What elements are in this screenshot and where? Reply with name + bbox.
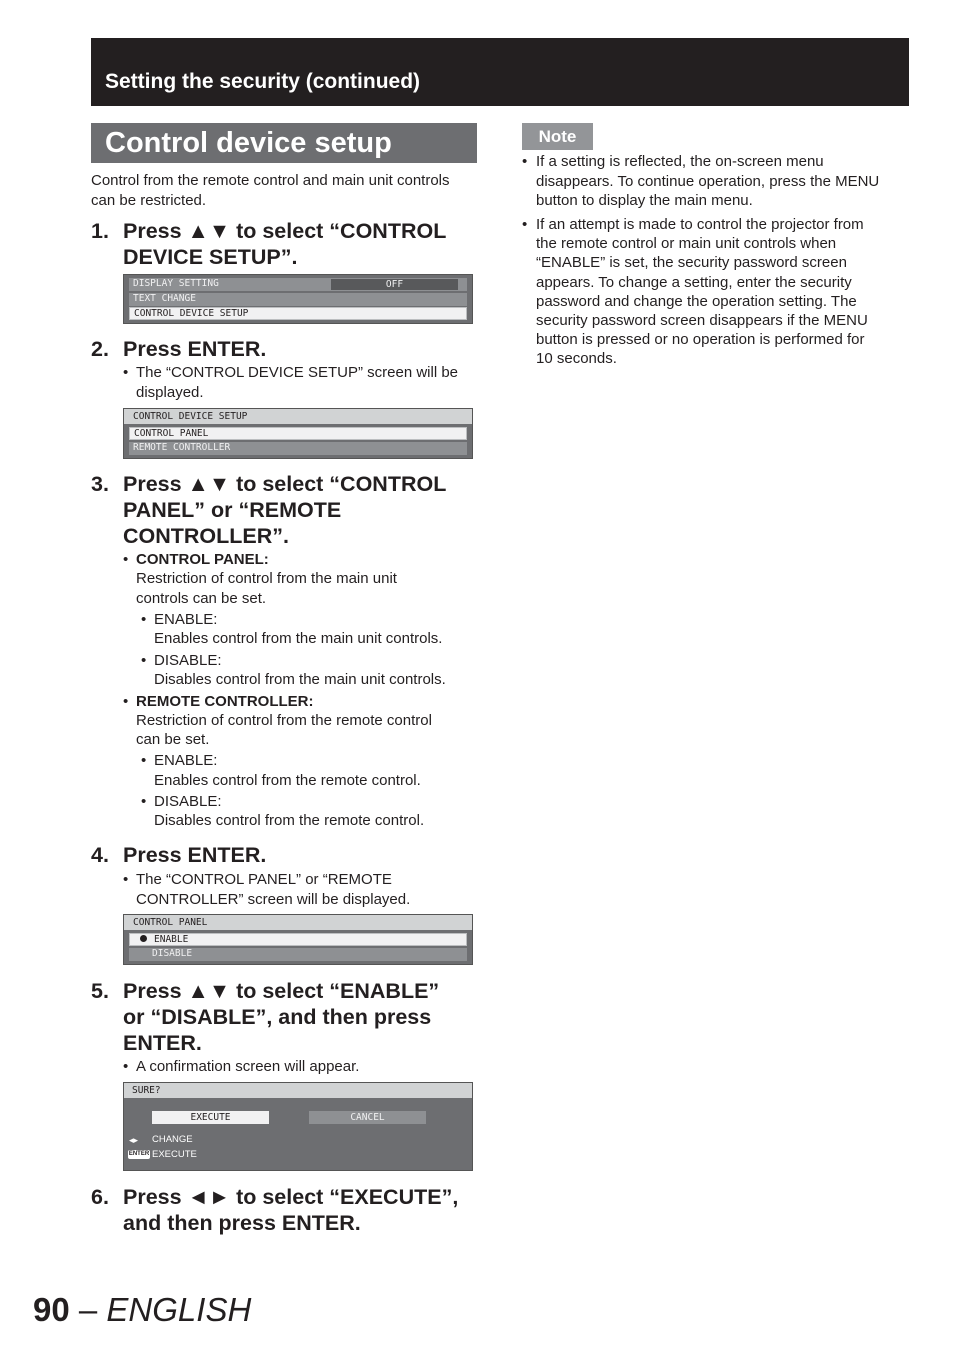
step-number: 2. [91, 337, 109, 361]
control-panel-enable-desc: Enables control from the main unit controls. [154, 630, 443, 647]
cancel-button: CANCEL [309, 1111, 426, 1124]
header-title: Setting the security (continued) [105, 70, 421, 93]
control-panel-disable [141, 651, 481, 671]
osd-row-disable: DISABLE [129, 948, 467, 961]
bullet-text: CONTROLLER” screen will be displayed. [136, 891, 411, 908]
step-text-line: DEVICE SETUP”. [123, 245, 298, 269]
step-text-line: Press ▲▼ to select “CONTROL [123, 219, 447, 243]
note-badge: Note [522, 123, 593, 150]
bullet-dot: • [141, 611, 147, 628]
remote-controller-disable [141, 792, 481, 812]
note-item-1 [522, 152, 912, 212]
osd-menu-control-panel [123, 914, 473, 965]
note-line: appears. To change a setting, enter the security [536, 274, 852, 291]
step-text-line: or “DISABLE”, and then press [123, 1005, 432, 1029]
section-title: Control device setup [105, 127, 392, 159]
step-1 [91, 218, 481, 272]
step-6 [91, 1184, 481, 1238]
note-line: If an attempt is made to control the projector from [536, 216, 864, 233]
control-panel-desc: Restriction of control from the main unit [136, 570, 397, 587]
step-text-line: ENTER. [123, 1031, 202, 1055]
bullet-text: A confirmation screen will appear. [136, 1058, 360, 1075]
osd-value-off: OFF [331, 279, 458, 290]
step-number: 6. [91, 1185, 109, 1209]
osd-row-label: DISPLAY SETTING [133, 278, 219, 289]
step-2-bullet [123, 363, 483, 403]
footer-separator: – [69, 1291, 107, 1328]
step-text-line: Press ◄► to select “EXECUTE”, [123, 1185, 459, 1209]
osd-row-control-device-setup: CONTROL DEVICE SETUP [129, 307, 467, 320]
bullet-label: REMOTE CONTROLLER: [136, 693, 314, 710]
note-line: 10 seconds. [536, 350, 617, 367]
osd-row-display-setting [129, 278, 467, 291]
step-5 [91, 978, 481, 1058]
bullet-label: ENABLE: [154, 611, 218, 628]
bullet-label: DISABLE: [154, 793, 222, 810]
bullet-dot: • [522, 153, 528, 170]
bullet-dot: • [141, 652, 147, 669]
osd-row-text-change: TEXT CHANGE [129, 293, 467, 306]
step-number: 4. [91, 843, 109, 867]
control-panel-enable [141, 610, 481, 630]
step-text-line: Press ENTER. [123, 843, 267, 867]
bullet-dot: • [141, 793, 147, 810]
step-number: 1. [91, 219, 109, 243]
bullet-dot: • [123, 693, 129, 710]
note-item-2 [522, 215, 912, 375]
step-text-line: Press ENTER. [123, 337, 267, 361]
step-text-line: Press ▲▼ to select “ENABLE” [123, 979, 440, 1003]
note-line: disappears. To continue operation, press the MENU [536, 173, 880, 190]
osd-menu-security [123, 274, 473, 324]
note-line: password and change the operation setting. The [536, 293, 857, 310]
remote-controller-enable [141, 751, 481, 771]
bullet-label: DISABLE: [154, 652, 222, 669]
step-3 [91, 471, 481, 551]
osd-row-remote-controller: REMOTE CONTROLLER [129, 442, 467, 455]
remote-controller-desc: Restriction of control from the remote control [136, 712, 432, 729]
bullet-dot: • [123, 551, 129, 568]
execute-label: EXECUTE [152, 1149, 197, 1160]
step-5-bullet [123, 1057, 483, 1077]
note-line: button is pressed or no operation is performed for [536, 331, 865, 348]
step-2 [91, 336, 481, 364]
bullet-dot: • [123, 1058, 129, 1075]
note-line: If a setting is reflected, the on-screen menu [536, 153, 824, 170]
note-line: security password screen disappears if the MENU [536, 312, 868, 329]
footer-language: ENGLISH [106, 1291, 252, 1328]
control-panel-heading [123, 550, 483, 570]
note-line: “ENABLE” is set, the security password screen [536, 254, 847, 271]
step-4-bullet [123, 870, 483, 910]
left-right-arrows-icon: ◂▸ [129, 1135, 139, 1145]
bullet-dot: • [123, 871, 129, 888]
step-4 [91, 842, 481, 870]
osd-row-control-panel: CONTROL PANEL [129, 427, 467, 440]
osd-header: CONTROL DEVICE SETUP [124, 409, 472, 424]
execute-button: EXECUTE [152, 1111, 269, 1124]
page-footer [33, 1290, 251, 1330]
bullet-dot: • [141, 752, 147, 769]
remote-controller-enable-desc: Enables control from the remote control. [154, 772, 421, 789]
change-label: CHANGE [152, 1134, 193, 1145]
selected-dot-icon [140, 935, 147, 942]
enter-key-icon: ENTER [128, 1151, 150, 1157]
note-line: the remote control or main unit controls when [536, 235, 837, 252]
control-panel-disable-desc: Disables control from the main unit controls. [154, 671, 446, 688]
control-panel-desc: controls can be set. [136, 590, 267, 607]
bullet-text: displayed. [136, 384, 204, 401]
osd-menu-control-device-setup [123, 408, 473, 459]
step-number: 3. [91, 472, 109, 496]
bullet-label: CONTROL PANEL: [136, 551, 269, 568]
step-text-line: PANEL” or “REMOTE [123, 498, 342, 522]
osd-header: SURE? [124, 1083, 472, 1098]
page-number: 90 [33, 1291, 70, 1328]
bullet-label: ENABLE: [154, 752, 218, 769]
remote-controller-heading [123, 692, 483, 712]
bullet-text: The “CONTROL PANEL” or “REMOTE [136, 871, 392, 888]
bullet-dot: • [123, 364, 129, 381]
remote-controller-disable-desc: Disables control from the remote control. [154, 812, 425, 829]
osd-header: CONTROL PANEL [124, 915, 472, 930]
step-text-line: Press ▲▼ to select “CONTROL [123, 472, 447, 496]
step-number: 5. [91, 979, 109, 1003]
bullet-text: The “CONTROL DEVICE SETUP” screen will be [136, 364, 459, 381]
section-intro: Control from the remote control and main unit controls can be restricted. [91, 172, 450, 209]
step-text-line: and then press ENTER. [123, 1211, 361, 1235]
osd-row-label: ENABLE [154, 934, 189, 945]
osd-row-enable [129, 933, 467, 946]
step-text-line: CONTROLLER”. [123, 524, 290, 548]
note-line: button to display the main menu. [536, 192, 753, 209]
bullet-dot: • [522, 216, 528, 233]
remote-controller-desc: can be set. [136, 731, 210, 748]
osd-confirm-dialog [123, 1082, 473, 1171]
